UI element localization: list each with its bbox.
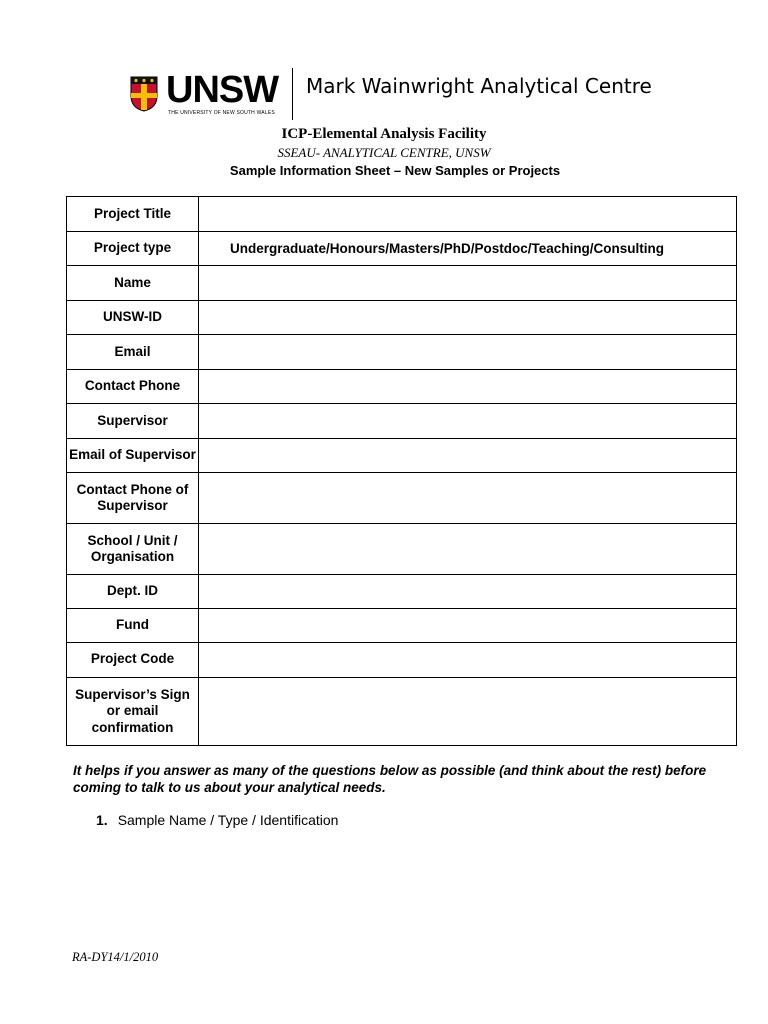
label-supervisor-email: Email of Supervisor — [67, 439, 199, 473]
form-row-supervisor-phone — [67, 473, 737, 524]
field-email[interactable] — [199, 335, 737, 370]
form-row-name — [67, 266, 737, 301]
field-unsw-id[interactable] — [199, 301, 737, 335]
label-school: School / Unit / Organisation — [67, 524, 199, 575]
field-name[interactable] — [199, 266, 737, 301]
unsw-subtext: THE UNIVERSITY OF NEW SOUTH WALES — [168, 110, 275, 116]
field-fund[interactable] — [199, 609, 737, 643]
field-contact-phone[interactable] — [199, 370, 737, 404]
label-supervisor: Supervisor — [67, 404, 199, 439]
form-row-project-type — [67, 232, 737, 266]
form-row-supervisor-sign — [67, 678, 737, 746]
field-project-type[interactable]: Undergraduate/Honours/Masters/PhD/Postdoc/Teaching/Consulting — [199, 232, 737, 266]
form-row-school — [67, 524, 737, 575]
form-row-project-code — [67, 643, 737, 678]
field-supervisor-sign[interactable] — [199, 678, 737, 746]
field-supervisor-phone[interactable] — [199, 473, 737, 524]
question-text: Sample Name / Type / Identification — [117, 812, 339, 828]
field-supervisor[interactable] — [199, 404, 737, 439]
label-project-type: Project type — [67, 232, 199, 266]
question-item — [96, 812, 338, 828]
form-row-unsw-id — [67, 301, 737, 335]
form-row-contact-phone — [67, 370, 737, 404]
label-contact-phone: Contact Phone — [67, 370, 199, 404]
label-email: Email — [67, 335, 199, 370]
question-number: 1. — [96, 812, 108, 828]
sample-info-form — [66, 196, 737, 746]
unsw-crest-icon — [130, 76, 158, 112]
form-row-project-title — [67, 197, 737, 232]
form-row-supervisor-email — [67, 439, 737, 473]
document-reference: RA-DY14/1/2010 — [72, 950, 159, 964]
field-school[interactable] — [199, 524, 737, 575]
label-name: Name — [67, 266, 199, 301]
sheet-title: Sample Information Sheet – New Samples or Projects — [229, 163, 561, 178]
logo-divider — [292, 68, 293, 120]
instructions-note: It helps if you answer as many of the questions below as possible (and think about the rest) before coming to talk to us about your analytical needs. — [73, 763, 707, 795]
unsw-wordmark: UNSW — [166, 69, 279, 111]
form-row-dept-id — [67, 575, 737, 609]
label-project-title: Project Title — [67, 197, 199, 232]
label-supervisor-phone: Contact Phone of Supervisor — [67, 473, 199, 524]
label-project-code: Project Code — [67, 643, 199, 678]
form-row-email — [67, 335, 737, 370]
label-fund: Fund — [67, 609, 199, 643]
form-row-fund — [67, 609, 737, 643]
centre-name: Mark Wainwright Analytical Centre — [306, 74, 652, 98]
form-row-supervisor — [67, 404, 737, 439]
facility-title: ICP-Elemental Analysis Facility — [281, 126, 487, 142]
facility-subtitle: SSEAU- ANALYTICAL CENTRE, UNSW — [277, 145, 491, 160]
unsw-logo — [130, 68, 650, 124]
label-dept-id: Dept. ID — [67, 575, 199, 609]
label-unsw-id: UNSW-ID — [67, 301, 199, 335]
field-project-title[interactable] — [199, 197, 737, 232]
label-supervisor-sign: Supervisor’s Sign or email confirmation — [67, 678, 199, 746]
field-supervisor-email[interactable] — [199, 439, 737, 473]
field-project-code[interactable] — [199, 643, 737, 678]
field-dept-id[interactable] — [199, 575, 737, 609]
